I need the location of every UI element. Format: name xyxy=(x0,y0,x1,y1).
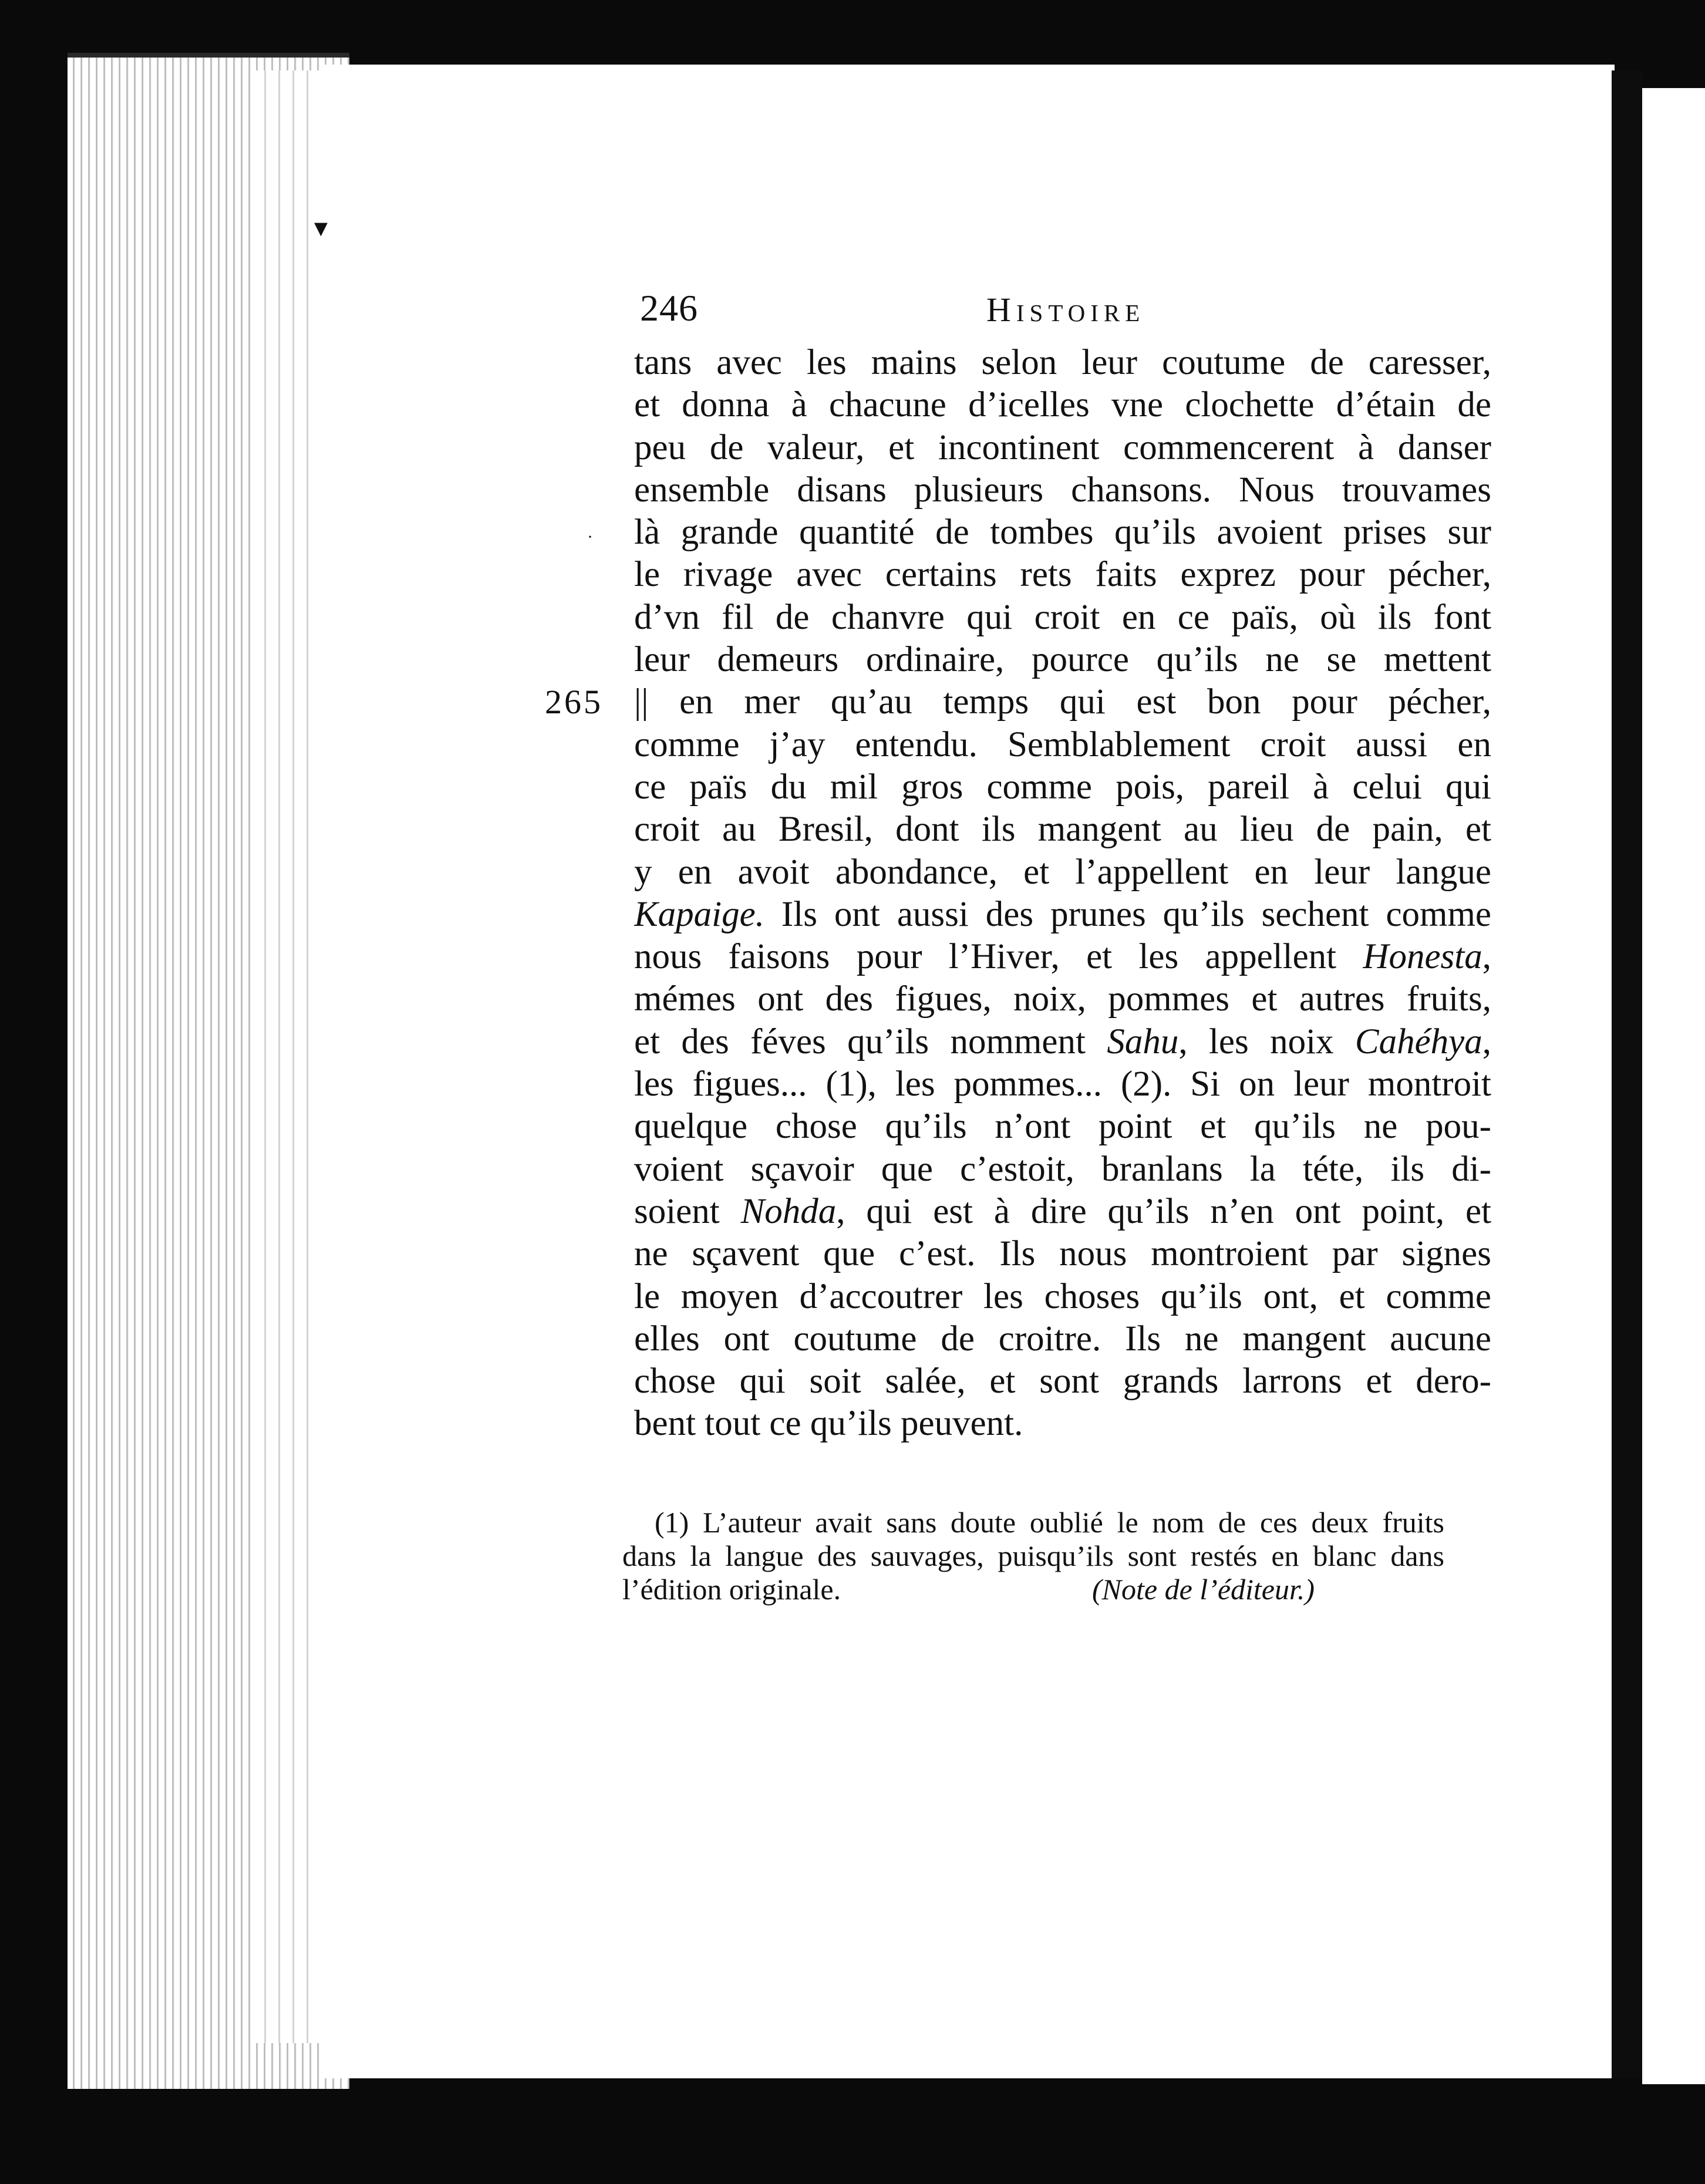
text-line: leur demeurs ordinaire, pource qu’ils ne se mettent xyxy=(634,640,1491,680)
footnote-line: dans la langue des sauvages, puisqu’ils sont restés en blanc dans xyxy=(622,1539,1444,1572)
text-line: là grande quantité de tombes qu’ils avoient prises sur xyxy=(634,513,1491,552)
footnote xyxy=(622,1506,1444,1606)
italic-term: Kapaige. xyxy=(634,894,764,934)
text-segment: , qui est à dire qu’ils n’en ont point, et xyxy=(836,1191,1491,1231)
text-line: ce païs du mil gros comme pois, pareil à celui qui xyxy=(634,767,1491,807)
text-line: quelque chose qu’ils n’ont point et qu’ils ne pou- xyxy=(634,1107,1491,1147)
text-line: tans avec les mains selon leur coutume de caresser, xyxy=(634,343,1491,382)
text-segment: , xyxy=(1482,1022,1491,1061)
body-text xyxy=(634,342,1491,1445)
text-line: croit au Bresil, dont ils mangent au lieu de pain, et xyxy=(634,810,1491,850)
text-line xyxy=(634,1021,1491,1063)
text-line: d’vn fil de chanvre qui croit en ce païs, où ils font xyxy=(634,597,1491,637)
italic-term: Sahu xyxy=(1107,1022,1179,1061)
running-header xyxy=(640,287,1444,333)
text-segment: soient xyxy=(634,1191,741,1231)
text-line: || en mer qu’au temps qui est bon pour pécher, xyxy=(634,682,1491,722)
footnote-text: l’édition originale. xyxy=(622,1573,841,1606)
footnote-line xyxy=(622,1573,1444,1606)
text-line xyxy=(634,1191,1491,1233)
margin-reference-number: 265 xyxy=(545,683,603,721)
text-segment: Ils ont aussi des prunes qu’ils sechent comme xyxy=(764,894,1491,934)
text-segment: , les noix xyxy=(1178,1022,1355,1061)
page-number: 246 xyxy=(640,287,698,329)
text-line: ensemble disans plusieurs chansons. Nous trouvames xyxy=(634,470,1491,510)
text-line: peu de valeur, et incontinent commencerent à danser xyxy=(634,427,1491,467)
text-line: elles ont coutume de croitre. Ils ne mangent aucune xyxy=(634,1319,1491,1359)
text-line: comme j’ay entendu. Semblablement croit aussi en xyxy=(634,724,1491,764)
text-line: et donna à chacune d’icelles vne clochette d’étain de xyxy=(634,385,1491,425)
italic-term: Nohda xyxy=(740,1191,837,1231)
footnote-line: (1) L’auteur avait sans doute oublié le nom de ces deux fruits xyxy=(655,1506,1444,1539)
text-line: ne sçavent que c’est. Ils nous montroient par signes xyxy=(634,1234,1491,1274)
text-segment: nous faisons pour l’Hiver, et les appellent xyxy=(634,937,1363,977)
text-line: le rivage avec certains rets faits exprez pour pécher, xyxy=(634,555,1491,595)
text-line xyxy=(634,894,1491,936)
facing-page-edge xyxy=(1642,88,1705,2084)
italic-term: Cahéhya xyxy=(1354,1022,1482,1061)
text-segment: et des féves qu’ils nomment xyxy=(634,1022,1107,1061)
page-edges-inner xyxy=(252,70,329,2043)
running-title: Histoire xyxy=(986,291,1145,329)
text-line: chose qui soit salée, et sont grands larrons et dero- xyxy=(634,1361,1491,1401)
ink-speck: · xyxy=(587,527,593,547)
italic-term: Honesta xyxy=(1363,937,1482,977)
text-segment: , xyxy=(1482,937,1491,977)
text-line: y en avoit abondance, et l’appellent en leur langue xyxy=(634,852,1491,892)
editor-note: (Note de l’éditeur.) xyxy=(1092,1573,1315,1606)
text-line: le moyen d’accoutrer les choses qu’ils ont, et comme xyxy=(634,1276,1491,1316)
ink-speck: ▾ xyxy=(314,213,328,242)
text-line: bent tout ce qu’ils peuvent. xyxy=(634,1404,1023,1444)
text-line: les figues... (1), les pommes... (2). Si on leur montroit xyxy=(634,1064,1491,1104)
binding-gutter xyxy=(1612,70,1642,2078)
text-line xyxy=(634,936,1491,978)
text-line: voient sçavoir que c’estoit, branlans la téte, ils di- xyxy=(634,1149,1491,1189)
text-line: mémes ont des figues, noix, pommes et autres fruits, xyxy=(634,979,1491,1019)
